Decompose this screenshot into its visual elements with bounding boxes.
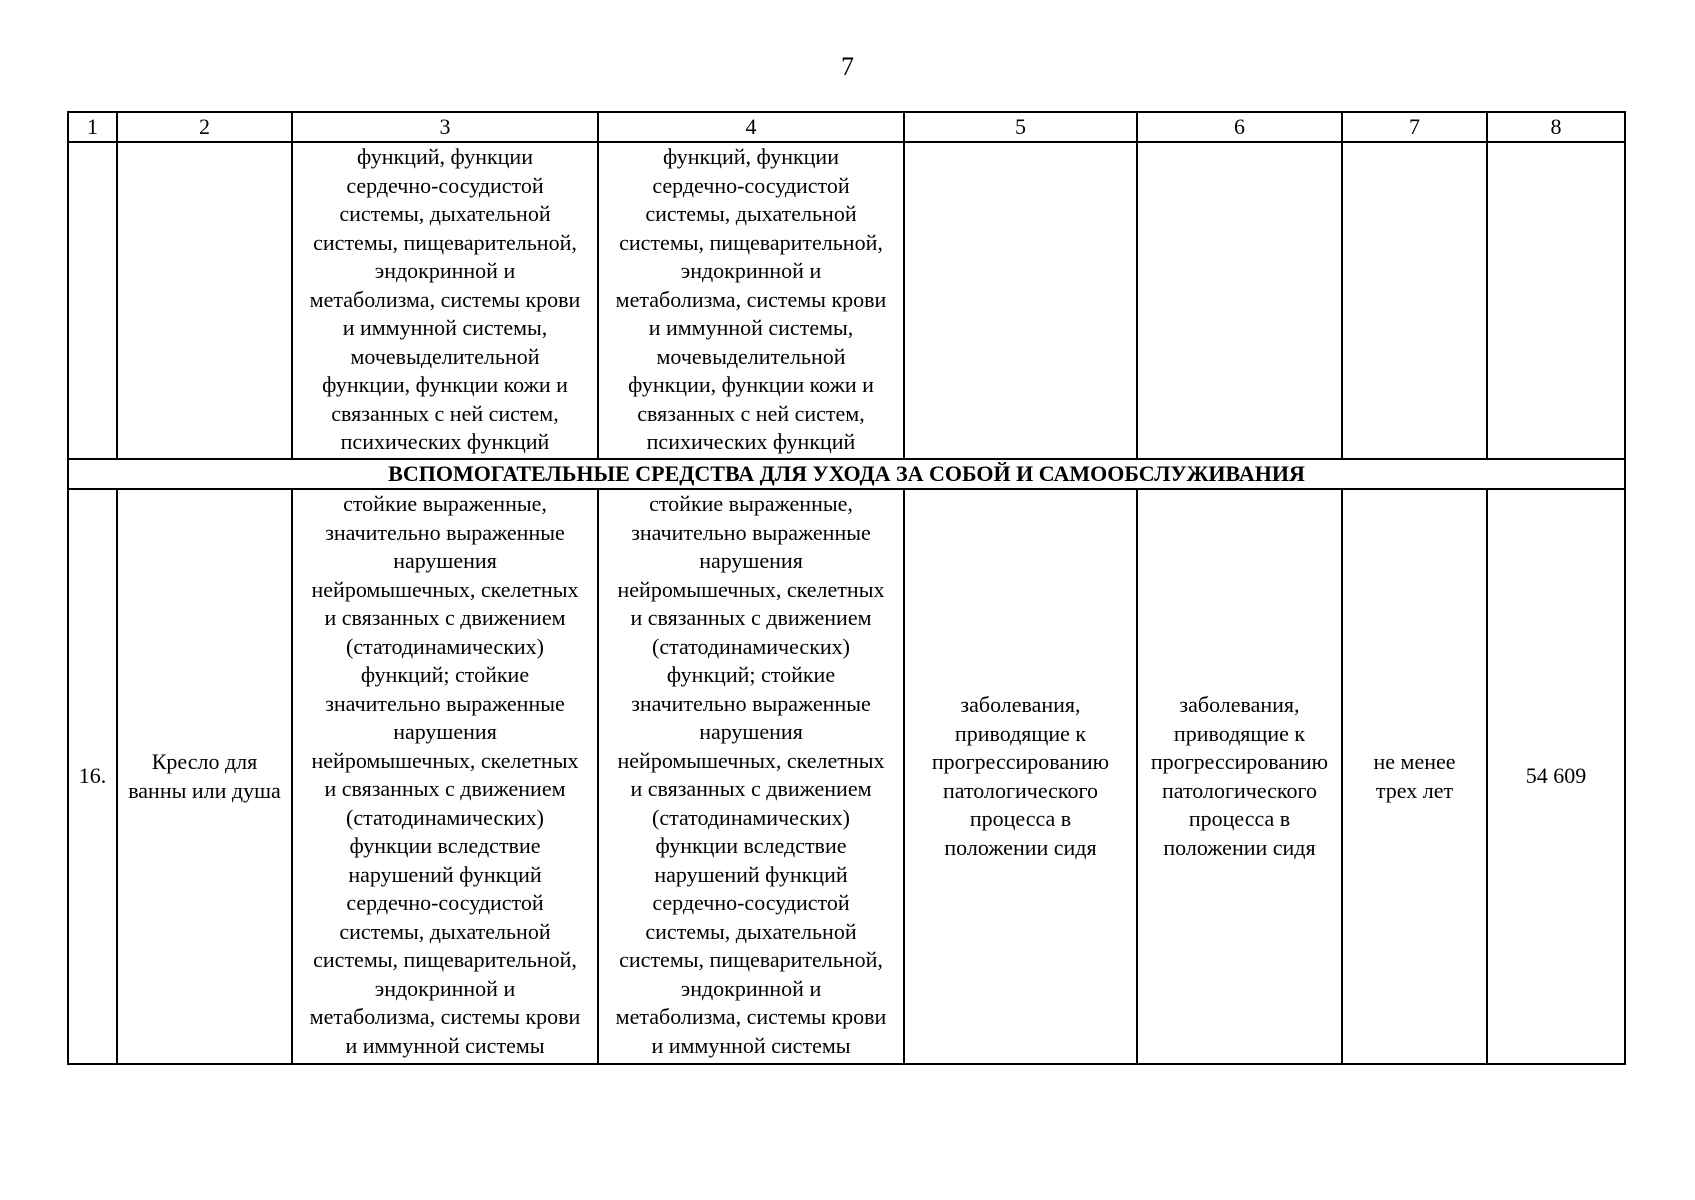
- continuation-row: [68, 142, 1625, 459]
- page-number: 7: [841, 52, 854, 81]
- price-cell: 54 609: [1487, 489, 1625, 1064]
- table-cell: [1342, 142, 1487, 459]
- column-number: 4: [598, 112, 904, 142]
- item-name: Кресло для ванны или душа: [117, 489, 292, 1064]
- column-number: 8: [1487, 112, 1625, 142]
- item-number: 16.: [68, 489, 117, 1064]
- column-number: 7: [1342, 112, 1487, 142]
- table-cell: [1137, 142, 1342, 459]
- section-title: ВСПОМОГАТЕЛЬНЫЕ СРЕДСТВА ДЛЯ УХОДА ЗА СОБОЙ И САМООБСЛУЖИВАНИЯ: [68, 459, 1625, 489]
- column-number: 2: [117, 112, 292, 142]
- column-number: 3: [292, 112, 598, 142]
- indications-cell: функций, функции сердечно-сосудистой системы, дыхательной системы, пищеварительной, эндокринной и метаболизма, системы крови и иммунной системы, мочевыделительной функции, функции кожи и связанных с ней систем, психических функций: [598, 142, 904, 459]
- column-number: 1: [68, 112, 117, 142]
- column-number: 5: [904, 112, 1137, 142]
- usage-term-cell: не менее трех лет: [1342, 489, 1487, 1064]
- contraindications-cell: заболевания, приводящие к прогрессированию патологического процесса в положении сидя: [1137, 489, 1342, 1064]
- indications-cell: стойкие выраженные, значительно выраженные нарушения нейромышечных, скелетных и связанных с движением (статодинамических) функций; стойкие значительно выраженные нарушения нейромышечных, скелетных и связанных с движением (статодинамических) функции вследствие нарушений функций сердечно-сосудистой системы, дыхательной системы, пищеварительной, эндокринной и метаболизма, системы крови и иммунной системы: [292, 489, 598, 1064]
- rehabilitation-means-table: [67, 111, 1626, 1065]
- contraindications-cell: заболевания, приводящие к прогрессированию патологического процесса в положении сидя: [904, 489, 1137, 1064]
- column-number-row: [68, 112, 1625, 142]
- indications-cell: функций, функции сердечно-сосудистой системы, дыхательной системы, пищеварительной, эндокринной и метаболизма, системы крови и иммунной системы, мочевыделительной функции, функции кожи и связанных с ней систем, психических функций: [292, 142, 598, 459]
- section-heading-row: [68, 459, 1625, 489]
- column-number: 6: [1137, 112, 1342, 142]
- table-row: [68, 489, 1625, 1064]
- table-cell: [68, 142, 117, 459]
- table-cell: [904, 142, 1137, 459]
- table-cell: [117, 142, 292, 459]
- indications-cell: стойкие выраженные, значительно выраженные нарушения нейромышечных, скелетных и связанных с движением (статодинамических) функций; стойкие значительно выраженные нарушения нейромышечных, скелетных и связанных с движением (статодинамических) функции вследствие нарушений функций сердечно-сосудистой системы, дыхательной системы, пищеварительной, эндокринной и метаболизма, системы крови и иммунной системы: [598, 489, 904, 1064]
- table-cell: [1487, 142, 1625, 459]
